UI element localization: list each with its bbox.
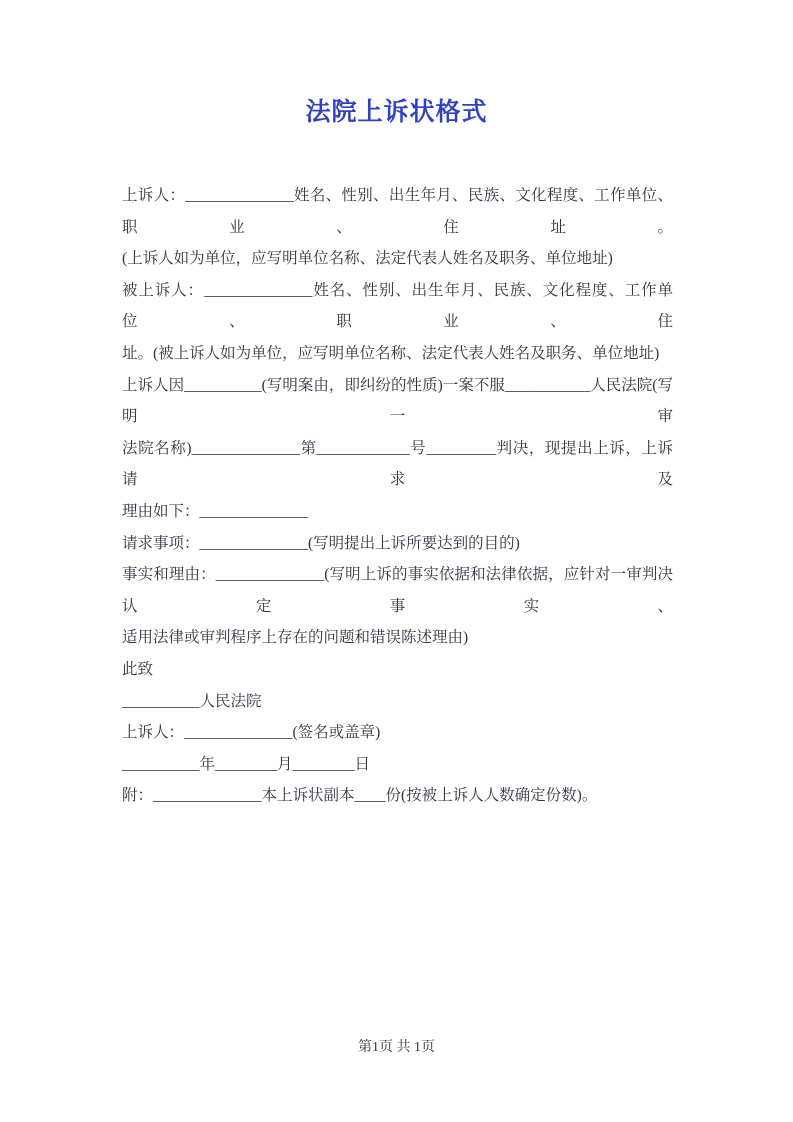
doc-line: 请求事项：______________(写明提出上诉所要达到的目的) (122, 534, 520, 552)
doc-line: 址。(被上诉人如为单位，应写明单位名称、法定代表人姓名及职务、单位地址) (122, 344, 660, 362)
document-body (122, 180, 673, 812)
doc-line: 此致 (122, 660, 154, 678)
doc-line: 上诉人：______________姓名、性别、出生年月、民族、文化程度、工作单位、职业、住址。 (122, 187, 673, 236)
doc-line: 事实和理由：______________(写明上诉的事实依据和法律依据，应针对一审判决认定事实、 (122, 566, 673, 615)
doc-line: 被上诉人：______________姓名、性别、出生年月、民族、文化程度、工作单位、职业、住 (122, 281, 673, 331)
doc-line: 法院名称)______________第____________号_________判决，现提出上诉，上诉请求及 (122, 439, 673, 489)
doc-line: (上诉人如为单位，应写明单位名称、法定代表人姓名及职务、单位地址) (122, 250, 613, 268)
doc-line: 附：______________本上诉状副本____份(按被上诉人人数确定份数)。 (122, 787, 598, 805)
doc-line: __________人民法院 (122, 692, 262, 710)
page-number: 第1页 共 1页 (358, 1040, 435, 1055)
doc-line: 适用法律或审判程序上存在的问题和错误陈述理由) (122, 629, 469, 647)
doc-line: 理由如下：______________ (122, 502, 309, 520)
doc-line: 上诉人因__________(写明案由，即纠纷的性质)一案不服___________人民法院(写明一审 (122, 376, 673, 426)
doc-line: __________年________月________日 (122, 755, 371, 773)
document-title: 法院上诉状格式 (305, 99, 488, 126)
doc-line: 上诉人：______________(签名或盖章) (122, 724, 381, 742)
